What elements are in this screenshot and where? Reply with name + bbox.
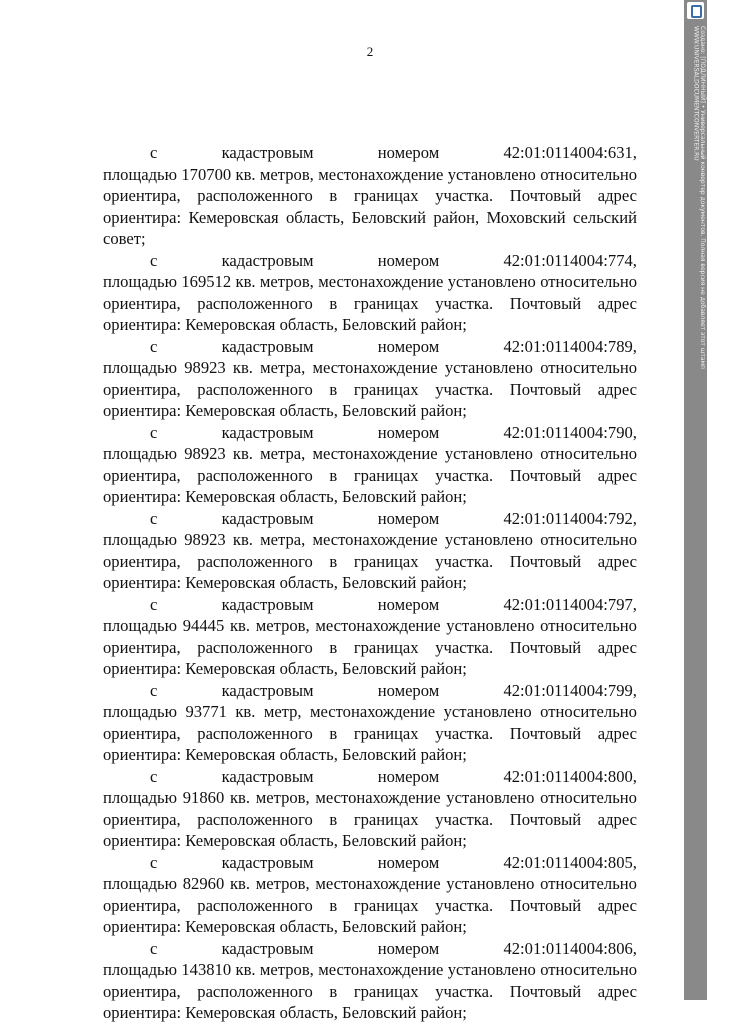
word: кв. [232,358,253,377]
word: метров, [259,272,314,291]
text-line [103,336,637,358]
word: расположенного [197,379,313,399]
word: местонахождение [315,616,441,635]
word: границах [353,809,419,829]
text-line [103,250,637,272]
word: 93771 [185,702,227,721]
word: относительно [540,788,637,807]
word: кв. [235,164,256,184]
word: номером [377,852,440,872]
word: участка. [435,637,494,657]
cadastral-entry [103,680,637,766]
word: 170700 [181,164,232,184]
word: с [150,852,158,872]
word: участка. [435,809,494,829]
word: метра, [260,444,306,463]
word: с [150,250,158,270]
word: Кемеровская [188,207,279,227]
word: 98923 [184,444,226,463]
word: 143810 [181,960,232,979]
word: кадастровым [221,852,314,872]
word: Беловский [351,207,426,227]
text-line [103,293,637,315]
word: местонахождение [312,444,438,463]
word: номером [377,250,440,270]
word: площадью [103,788,178,807]
text-line [103,551,637,573]
word: расположенного [197,723,313,743]
text-line [103,637,637,659]
word: относительно [540,616,637,635]
word: адрес [597,895,637,915]
word: площадью [103,960,178,979]
word: ориентира, [103,637,181,657]
word: 42:01:0114004:792, [503,508,637,528]
text-line [103,981,637,1003]
word: границах [353,895,419,915]
text-line [103,357,637,379]
converter-logo-icon [687,2,704,19]
word: границах [353,723,419,743]
text-line [103,207,637,229]
word: относительно [540,272,637,291]
word: участка. [435,186,494,205]
text-line [103,959,637,981]
word: границах [353,186,419,205]
word: местонахождение [315,874,441,893]
word: номером [377,594,440,614]
word: установлено [446,616,535,635]
word: ориентира, [103,723,181,743]
word: номером [377,680,440,700]
word: расположенного [197,895,313,915]
word: район, [433,207,480,227]
word: 42:01:0114004:799, [503,680,637,700]
word: с [150,336,158,356]
word: с [150,938,158,958]
text-line-last: ориентира: Кемеровская область, Беловский район; [103,315,467,334]
text-line [103,422,637,444]
word: Почтовый [509,895,582,915]
word: 94445 [182,616,225,635]
word: в [329,465,338,485]
word: метра, [260,358,306,377]
word: в [329,551,338,571]
word: номером [377,143,440,162]
word: площадью [103,358,178,377]
word: номером [377,508,440,528]
word: метр, [263,702,302,721]
text-line-last: ориентира: Кемеровская область, Беловский район; [103,487,467,506]
text-line [103,443,637,465]
word: адрес [597,379,637,399]
text-line [103,465,637,487]
word: сельский [572,207,637,227]
word: адрес [597,637,637,657]
word: 82960 [182,874,225,893]
word: в [329,809,338,829]
word: участка. [435,981,494,1001]
word: ориентира, [103,895,181,915]
text-line [103,271,637,293]
text-line [103,185,637,207]
word: Почтовый [509,379,582,399]
word: Почтовый [509,981,582,1001]
word: ориентира: [103,207,182,227]
word: 42:01:0114004:631, [503,143,637,162]
text-line [103,615,637,637]
word: адрес [597,809,637,829]
word: участка. [435,723,494,743]
cadastral-entry [103,336,637,422]
cadastral-entry [103,508,637,594]
text-line-last: совет; [103,229,146,248]
word: номером [377,766,440,786]
word: 42:01:0114004:789, [503,336,637,356]
word: местонахождение [318,164,444,184]
text-line [103,529,637,551]
text-line [103,766,637,788]
word: кв. [235,702,256,721]
word: установлено [444,530,533,549]
cadastral-entry [103,422,637,508]
cadastral-entry [103,594,637,680]
word: адрес [597,981,637,1001]
word: Почтовый [509,465,582,485]
word: метра, [260,530,306,549]
word: ориентира, [103,379,181,399]
word: 98923 [184,358,226,377]
word: местонахождение [315,788,441,807]
word: в [329,379,338,399]
word: метров, [259,960,314,979]
word: ориентира, [103,293,181,313]
word: относительно [540,358,637,377]
word: Почтовый [509,293,582,313]
word: относительно [540,702,637,721]
word: адрес [597,551,637,571]
word: местонахождение [312,530,438,549]
word: кв. [235,960,256,979]
word: кв. [229,788,251,807]
word: площадью [103,164,178,184]
word: расположенного [197,186,313,205]
word: кадастровым [221,680,314,700]
word: метров, [255,788,310,807]
word: в [329,637,338,657]
word: кв. [229,874,251,893]
text-line [103,787,637,809]
text-line [103,701,637,723]
word: площадью [103,874,178,893]
word: относительно [540,164,637,184]
word: установлено [446,788,535,807]
word: кадастровым [221,250,314,270]
word: с [150,422,158,442]
text-line [103,873,637,895]
word: 42:01:0114004:790, [503,422,637,442]
word: относительно [540,530,637,549]
word: с [150,594,158,614]
word: участка. [435,551,494,571]
converter-side-strip [684,0,707,1000]
text-line [103,809,637,831]
text-line [103,164,637,186]
text-line-last: ориентира: Кемеровская область, Беловский район; [103,573,467,592]
word: номером [377,938,440,958]
word: участка. [435,379,494,399]
word: ориентира, [103,981,181,1001]
word: адрес [597,465,637,485]
word: границах [353,465,419,485]
word: адрес [597,293,637,313]
cadastral-entry [103,852,637,938]
text-line-last: ориентира: Кемеровская область, Беловский район; [103,401,467,420]
text-line [103,723,637,745]
word: 42:01:0114004:797, [503,594,637,614]
word: расположенного [197,981,313,1001]
word: кадастровым [221,594,314,614]
word: установлено [444,444,533,463]
word: кадастровым [221,422,314,442]
word: 42:01:0114004:806, [503,938,637,958]
word: 42:01:0114004:800, [503,766,637,786]
word: расположенного [197,465,313,485]
word: адрес [597,723,637,743]
word: в [329,895,338,915]
word: 169512 [181,272,232,291]
word: участка. [435,895,494,915]
text-line [103,895,637,917]
word: кв. [235,272,256,291]
word: 42:01:0114004:805, [503,852,637,872]
word: 91860 [182,788,225,807]
word: установлено [447,960,536,979]
word: ориентира, [103,465,181,485]
word: установлено [447,272,536,291]
word: метров, [255,874,310,893]
text-line-last: ориентира: Кемеровская область, Беловский район; [103,1003,467,1022]
text-line [103,142,637,164]
word: границах [353,637,419,657]
word: площадью [103,444,178,463]
text-line-last: ориентира: Кемеровская область, Беловский район; [103,745,467,764]
word: местонахождение [312,358,438,377]
word: участка. [435,465,494,485]
word: ориентира, [103,809,181,829]
word: номером [377,422,440,442]
word: границах [353,293,419,313]
text-line [103,508,637,530]
page-number: 2 [366,44,374,59]
word: кадастровым [221,938,314,958]
word: в [329,981,338,1001]
word: область, [285,207,345,227]
word: с [150,766,158,786]
text-line-last: ориентира: Кемеровская область, Беловский район; [103,831,467,850]
word: Почтовый [509,186,582,205]
cadastral-entry [103,142,637,250]
word: кадастровым [221,508,314,528]
converter-notice: Создано: [ПОДЛИННЫЙ] • Универсальный конвертер документов. Полная версия не добавляет этот штамп WWW.UNIVERSALDOCUMENTCONVERTER.RU [692,26,706,369]
word: 42:01:0114004:774, [503,250,637,270]
word: относительно [540,874,637,893]
word: границах [353,379,419,399]
text-line-last: ориентира: Кемеровская область, Беловский район; [103,917,467,936]
word: установлено [447,164,536,184]
word: Почтовый [509,637,582,657]
word: расположенного [197,809,313,829]
word: установлено [443,702,532,721]
word: границах [353,981,419,1001]
word: установлено [444,358,533,377]
word: кадастровым [221,143,314,162]
word: расположенного [197,551,313,571]
word: площадью [103,616,178,635]
word: ориентира, [103,551,181,571]
word: относительно [540,960,637,979]
word: кв. [232,444,253,463]
word: кв. [229,616,251,635]
word: адрес [597,186,637,205]
word: ориентира, [103,186,181,205]
word: Моховский [486,207,566,227]
word: в [329,723,338,743]
word: кадастровым [221,336,314,356]
word: в [329,293,338,313]
word: кв. [232,530,253,549]
word: 98923 [184,530,226,549]
word: расположенного [197,293,313,313]
word: участка. [435,293,494,313]
word: площадью [103,272,178,291]
text-line [103,594,637,616]
word: Почтовый [509,809,582,829]
word: номером [377,336,440,356]
word: Почтовый [509,723,582,743]
word: метров, [259,164,314,184]
word: площадью [103,702,178,721]
word: с [150,680,158,700]
text-line-last: ориентира: Кемеровская область, Беловский район; [103,659,467,678]
word: относительно [540,444,637,463]
word: площадью [103,530,178,549]
word: с [150,508,158,528]
word: границах [353,551,419,571]
word: с [150,143,158,162]
word: установлено [446,874,535,893]
word: расположенного [197,637,313,657]
word: в [329,186,338,205]
word: местонахождение [318,960,444,979]
cadastral-entry [103,938,637,1024]
word: метров, [255,616,310,635]
text-line [103,379,637,401]
word: Почтовый [509,551,582,571]
text-line [103,852,637,874]
text-line [103,680,637,702]
cadastral-entry [103,766,637,852]
document-body [103,142,637,1024]
word: местонахождение [318,272,444,291]
word: кадастровым [221,766,314,786]
cadastral-entry [103,250,637,336]
word: местонахождение [310,702,436,721]
text-line [103,938,637,960]
